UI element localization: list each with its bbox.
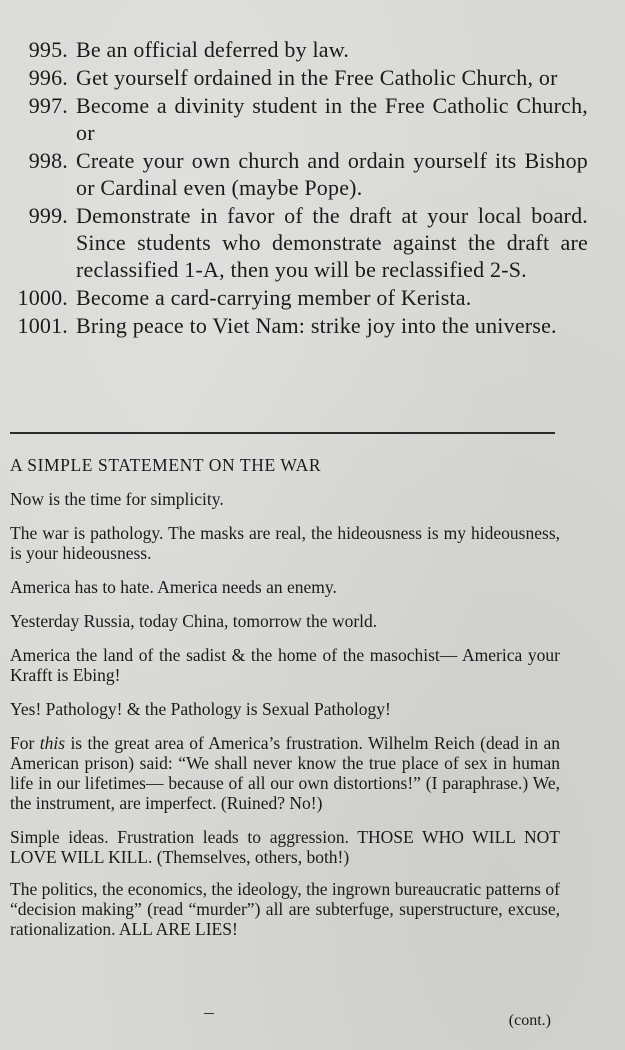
item-number: 998.	[28, 148, 68, 173]
page-mark	[204, 1013, 214, 1014]
italic-emphasis: this	[39, 733, 66, 753]
paragraph: Yes! Pathology! & the Pathology is Sexual Pathology!	[10, 699, 391, 719]
paragraph-reich-lead: For	[10, 733, 40, 753]
list-item	[8, 202, 588, 283]
list-item	[8, 147, 588, 201]
item-text: Bring peace to Viet Nam: strike joy into the universe.	[76, 313, 557, 338]
item-number: 996.	[28, 65, 68, 90]
item-number: 1000.	[17, 285, 68, 310]
paragraph: The war is pathology. The masks are real, the hideousness is my hideousness, is your hideousness.	[10, 523, 560, 563]
item-number: 1001.	[17, 313, 68, 338]
item-text: Get yourself ordained in the Free Catholic Church, or	[76, 65, 558, 90]
list-item	[8, 284, 588, 311]
item-number: 995.	[28, 37, 68, 62]
item-text: Create your own church and ordain yourself its Bishop or Cardinal even (maybe Pope).	[76, 148, 588, 200]
paragraph-reich	[10, 733, 560, 813]
paragraph: America the land of the sadist & the home of the masochist— America your Krafft is Ebing!	[10, 645, 560, 685]
list-item	[8, 312, 588, 339]
paragraph: Yesterday Russia, today China, tomorrow the world.	[10, 611, 378, 631]
item-number: 997.	[28, 93, 68, 118]
list-item	[8, 36, 588, 63]
paragraph: The politics, the economics, the ideology, the ingrown bureaucratic patterns of “decision making” (read “murder”) all are subterfuge, superstructure, excuse, rationalization. ALL ARE LIES!	[10, 879, 560, 939]
item-text: Demonstrate in favor of the draft at your local board. Since students who demonstrate against the draft are reclassified 1-A, then you will be reclassified 2-S.	[76, 203, 588, 282]
list-item	[8, 64, 588, 91]
item-text: Become a divinity student in the Free Catholic Church, or	[76, 93, 588, 145]
paragraph: Now is the time for simplicity.	[10, 489, 224, 509]
paragraph-reich-body: is the great area of America’s frustration. Wilhelm Reich (dead in an American prison) said: “We shall never know the true place of sex in human life in our lifetimes— because of all our own distortions!” (I paraphrase.) We, the instrument, are imperfect. (Ruined? No!)	[10, 733, 561, 813]
statement-section	[10, 455, 560, 951]
paragraph: America has to hate. America needs an enemy.	[10, 577, 337, 597]
item-number: 999.	[28, 203, 68, 228]
numbered-list	[8, 36, 588, 340]
section-divider	[10, 432, 555, 434]
item-text: Become a card-carrying member of Kerista.	[76, 285, 472, 310]
item-text: Be an official deferred by law.	[76, 37, 350, 62]
list-item	[8, 92, 588, 146]
continued-note: (cont.)	[508, 1012, 551, 1029]
section-heading: A SIMPLE STATEMENT ON THE WAR	[10, 455, 322, 475]
paragraph: Simple ideas. Frustration leads to aggression. THOSE WHO WILL NOT LOVE WILL KILL. (Themselves, others, both!)	[10, 827, 560, 867]
